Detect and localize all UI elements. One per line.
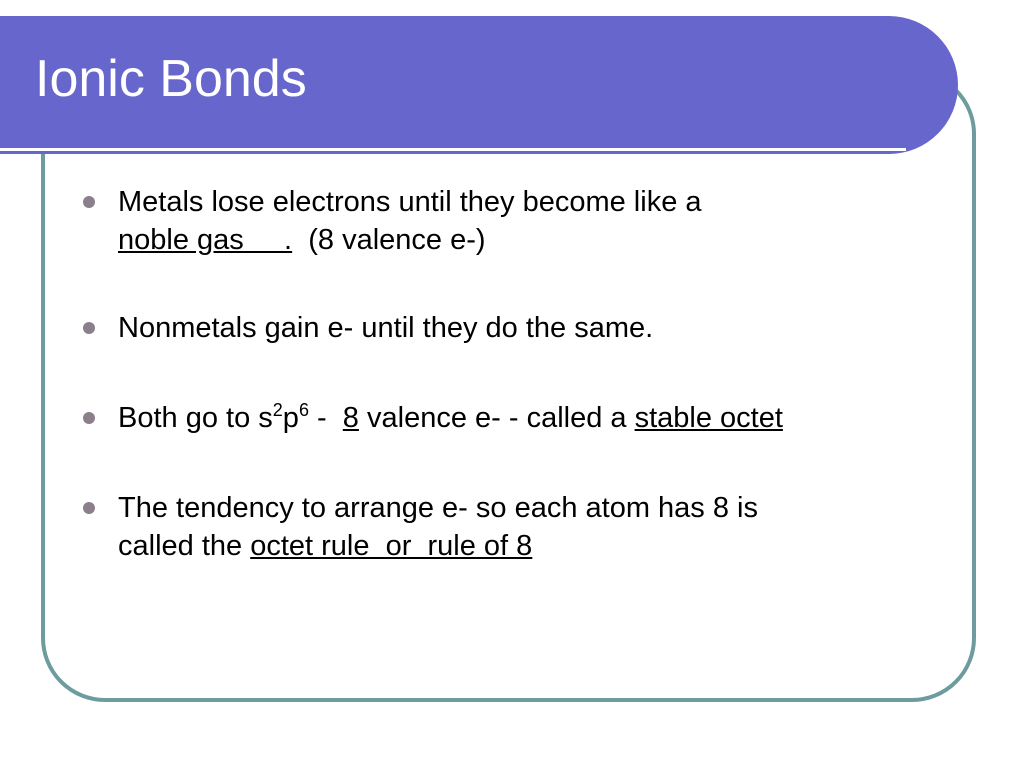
slide-title: Ionic Bonds xyxy=(35,50,307,108)
bullet-list xyxy=(80,183,940,565)
bullet-dot-icon xyxy=(83,412,95,424)
bullet-text: called the xyxy=(118,530,251,562)
bullet-text: Nonmetals gain e- until they do the same. xyxy=(118,312,654,344)
bullet-text: Both go to s xyxy=(118,402,273,434)
bullet-dot-icon xyxy=(83,322,95,334)
fill-in-blank-noble-gas: noble gas . xyxy=(118,224,293,256)
bullet-item-metals xyxy=(80,183,940,259)
bullet-text: Metals lose electrons until they become like a xyxy=(118,186,702,218)
fill-in-blank-number: 8 xyxy=(342,402,359,434)
superscript: 2 xyxy=(272,400,283,420)
fill-in-blank-stable-octet: stable octet xyxy=(634,402,783,434)
bullet-text: - xyxy=(308,402,343,434)
bullet-text: p xyxy=(282,402,299,434)
bullet-text: (8 valence e-) xyxy=(292,224,486,256)
bullet-text: The tendency to arrange e- so each atom has 8 is xyxy=(118,492,758,524)
bullet-item-octet-rule xyxy=(80,489,940,565)
bullet-item-octet xyxy=(80,399,940,437)
title-underline-rule xyxy=(0,148,906,151)
bullet-text: valence e- - called a xyxy=(358,402,635,434)
fill-in-blank-octet-rule: octet rule or rule of 8 xyxy=(250,530,533,562)
superscript: 6 xyxy=(298,400,309,420)
bullet-dot-icon xyxy=(83,196,95,208)
bullet-dot-icon xyxy=(83,502,95,514)
bullet-item-nonmetals xyxy=(80,309,940,347)
